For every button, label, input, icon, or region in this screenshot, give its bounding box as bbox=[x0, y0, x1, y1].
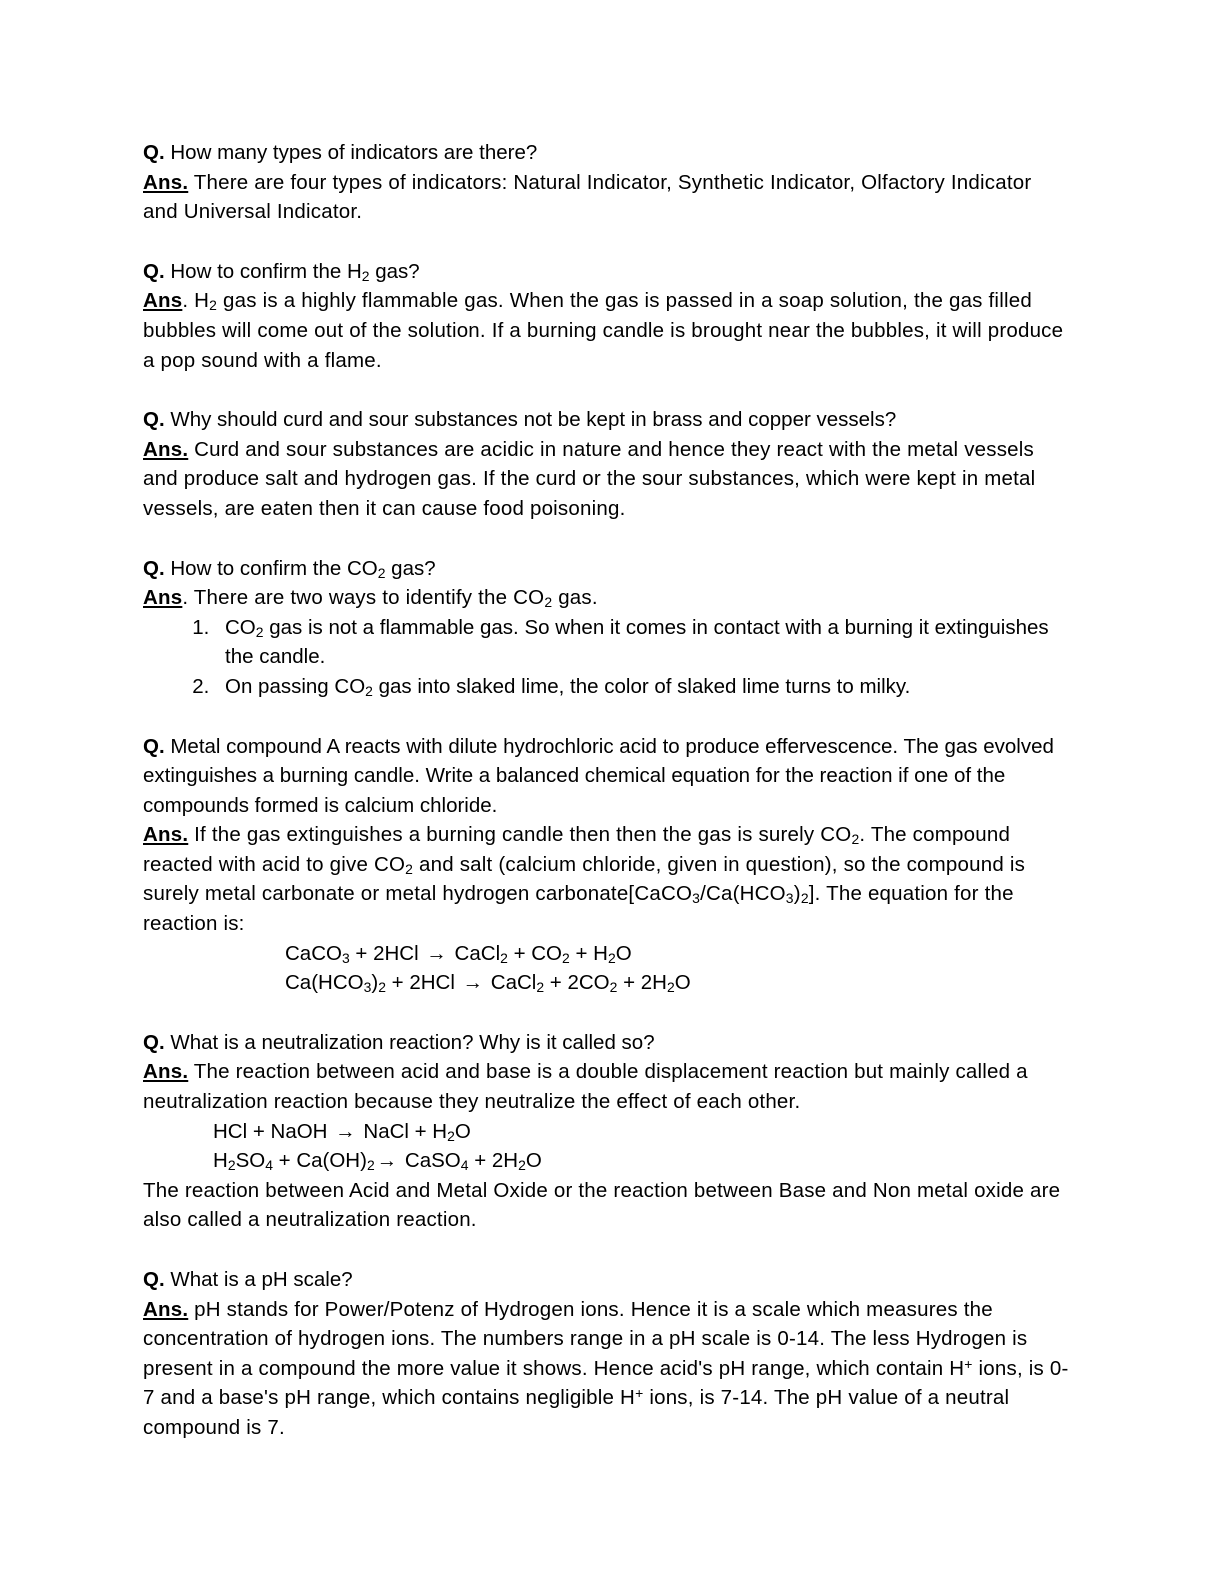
eq-subscript: 2 bbox=[500, 949, 508, 966]
answer-line bbox=[143, 820, 1071, 938]
answer-seg-5: ) bbox=[793, 882, 801, 906]
eq-token: Ca(HCO bbox=[285, 971, 364, 995]
question-line bbox=[143, 257, 1071, 287]
answer-text: There are four types of indicators: Natural Indicator, Synthetic Indicator, Olfactory Indicator and Universal Indicator. bbox=[143, 170, 1032, 224]
eq-token: + 2H bbox=[617, 971, 667, 995]
answer-seg-4: /Ca(HCO bbox=[700, 882, 786, 906]
list-item bbox=[215, 613, 1071, 672]
answer-text: The reaction between acid and base is a double displacement reaction but mainly called a neutralization reaction because they neutralize the effect of each other. bbox=[143, 1060, 1028, 1114]
eq-subscript: 4 bbox=[265, 1157, 273, 1174]
answer-line bbox=[143, 1057, 1071, 1116]
eq-token: + 2HCl bbox=[349, 941, 425, 965]
answer-text-part2: gas. bbox=[552, 586, 598, 610]
eq-subscript: 2 bbox=[227, 1157, 236, 1174]
numbered-list bbox=[143, 613, 1071, 702]
question-line bbox=[143, 138, 1071, 168]
qa-block-ph-scale bbox=[143, 1265, 1071, 1443]
question-line bbox=[143, 1028, 1071, 1058]
eq-token: O bbox=[525, 1149, 542, 1173]
answer-line bbox=[143, 286, 1071, 375]
chemical-equation bbox=[143, 968, 1071, 998]
eq-token: NaCl + H bbox=[357, 1119, 448, 1143]
eq-token: + CO bbox=[507, 941, 563, 965]
eq-subscript: 3 bbox=[363, 979, 372, 996]
list-item-post: gas is not a flammable gas. So when it comes in contact with a burning it extinguishes the candle. bbox=[225, 615, 1049, 669]
eq-token: SO bbox=[235, 1149, 266, 1173]
qa-block-confirm-co2 bbox=[143, 554, 1071, 702]
question-tag: Q. bbox=[143, 1268, 165, 1291]
list-item-pre: CO bbox=[225, 615, 256, 639]
eq-subscript: 2 bbox=[536, 979, 545, 996]
question-tag: Q. bbox=[143, 408, 165, 432]
eq-subscript: 2 bbox=[562, 949, 570, 966]
eq-token: + 2CO bbox=[544, 971, 610, 995]
answer-subscript-2: 2 bbox=[405, 860, 414, 877]
answer-tag: Ans. bbox=[143, 437, 189, 461]
answer-superscript-1: + bbox=[964, 1355, 973, 1372]
answer-line bbox=[143, 583, 1071, 613]
eq-token: ) bbox=[371, 971, 379, 995]
answer-seg-1: pH stands for Power/Potenz of Hydrogen ions. Hence it is a scale which measures the concentration of hydrogen ions. The numbers range in a pH scale is 0-14. The less Hydrogen is present in a compound the more value it shows. Hence acid's pH range, which contain H bbox=[143, 1297, 1028, 1380]
eq-subscript: 2 bbox=[609, 979, 618, 996]
qa-block-neutralization bbox=[143, 1028, 1071, 1235]
qa-block-indicators bbox=[143, 138, 1071, 227]
question-text: Metal compound A reacts with dilute hydrochloric acid to produce effervescence. The gas evolved extinguishes a burning candle. Write a balanced chemical equation for the reaction if one of the compounds formed is calcium chloride. bbox=[143, 734, 1054, 817]
question-text-part2: gas? bbox=[369, 259, 420, 283]
question-line bbox=[143, 405, 1071, 435]
chemical-equation bbox=[143, 1117, 1071, 1147]
question-subscript: 2 bbox=[377, 564, 386, 581]
list-item-post: gas into slaked lime, the color of slaked lime turns to milky. bbox=[372, 674, 911, 698]
answer-tag-period: . bbox=[182, 289, 189, 313]
eq-subscript: 2 bbox=[666, 979, 675, 996]
question-tag: Q. bbox=[143, 1030, 165, 1054]
list-item-subscript: 2 bbox=[365, 682, 373, 699]
answer-subscript: 2 bbox=[544, 594, 553, 611]
question-tag: Q. bbox=[143, 259, 165, 283]
reaction-arrow-icon: → bbox=[462, 971, 484, 995]
chemical-equation bbox=[143, 939, 1071, 969]
answer-tag: Ans. bbox=[143, 1297, 189, 1321]
reaction-arrow-icon: → bbox=[335, 1119, 356, 1143]
answer-seg-1: If the gas extinguishes a burning candle then then the gas is surely CO bbox=[194, 823, 852, 847]
eq-subscript: 2 bbox=[378, 979, 386, 996]
eq-token: + 2HCl bbox=[385, 971, 461, 995]
answer-text-part1: There are two ways to identify the CO bbox=[193, 586, 545, 610]
answer-text-part1: H bbox=[194, 289, 210, 313]
answer-text-part2: gas is a highly flammable gas. When the gas is passed in a soap solution, the gas filled bubbles will come out of the solution. If a burning candle is brought near the bubbles, it will produce a pop sound with a flame. bbox=[143, 289, 1064, 372]
question-tag: Q. bbox=[143, 734, 165, 758]
eq-subscript: 2 bbox=[447, 1127, 455, 1144]
answer-tag: Ans bbox=[143, 289, 183, 313]
answer-tag: Ans. bbox=[143, 823, 189, 847]
eq-subscript: 2 bbox=[518, 1157, 526, 1174]
equation-block bbox=[143, 1117, 1071, 1176]
eq-token: HCl + NaOH bbox=[213, 1119, 334, 1143]
question-subscript: 2 bbox=[361, 267, 370, 284]
answer-seg-2: . The compound reacted with acid to give CO bbox=[143, 823, 1011, 876]
answer-tag: Ans bbox=[143, 586, 183, 610]
eq-token: CaCl bbox=[485, 971, 537, 995]
answer-seg-3: and salt (calcium chloride, given in question), so the compound is surely metal carbonate or metal hydrogen carbonate[CaCO bbox=[143, 852, 1026, 906]
answer-tag: Ans. bbox=[143, 170, 189, 194]
list-item-pre: On passing CO bbox=[225, 674, 366, 698]
eq-token: + 2H bbox=[468, 1149, 519, 1173]
question-text: How many types of indicators are there? bbox=[170, 141, 538, 164]
question-text: What is a neutralization reaction? Why is it called so? bbox=[170, 1030, 655, 1054]
question-text-part1: How to confirm the H bbox=[170, 259, 362, 283]
chemical-equation bbox=[143, 1146, 1071, 1176]
question-line bbox=[143, 554, 1071, 584]
eq-token: O bbox=[454, 1119, 471, 1143]
question-tag: Q. bbox=[143, 141, 165, 164]
answer-line bbox=[143, 168, 1071, 227]
eq-token: CaCl bbox=[448, 941, 501, 965]
qa-block-curd-brass-copper bbox=[143, 405, 1071, 523]
answer-subscript: 2 bbox=[209, 297, 218, 314]
eq-subscript: 2 bbox=[607, 949, 616, 966]
document-content bbox=[143, 138, 1071, 1443]
question-line bbox=[143, 732, 1071, 821]
answer-subscript-4: 3 bbox=[785, 890, 794, 907]
question-tag: Q. bbox=[143, 556, 165, 580]
eq-subscript: 4 bbox=[460, 1157, 469, 1174]
answer-seg-3: ions, is 7-14. The pH value of a neutral compound is 7. bbox=[143, 1386, 1010, 1439]
eq-subscript: 3 bbox=[341, 949, 350, 966]
qa-block-metal-compound-a bbox=[143, 732, 1071, 998]
closing-text: The reaction between Acid and Metal Oxide or the reaction between Base and Non metal oxide are also called a neutralization reaction. bbox=[143, 1178, 1061, 1232]
list-item bbox=[215, 672, 1071, 702]
eq-token: CaSO bbox=[399, 1149, 461, 1173]
eq-subscript: 2 bbox=[366, 1157, 375, 1174]
list-item-subscript: 2 bbox=[255, 623, 264, 640]
question-text: Why should curd and sour substances not be kept in brass and copper vessels? bbox=[170, 408, 897, 432]
answer-superscript-2: + bbox=[635, 1385, 644, 1402]
reaction-arrow-icon: → bbox=[376, 1149, 398, 1173]
answer-tag-period: . bbox=[182, 586, 189, 610]
answer-subscript-3: 3 bbox=[692, 890, 701, 907]
answer-text: Curd and sour substances are acidic in nature and hence they react with the metal vessels and produce salt and hydrogen gas. If the curd or the sour substances, which were kept in metal vessels, are eaten then it can cause food poisoning. bbox=[143, 437, 1036, 520]
answer-line bbox=[143, 1295, 1071, 1443]
equation-block bbox=[143, 939, 1071, 998]
qa-block-confirm-h2 bbox=[143, 257, 1071, 375]
answer-seg-6: ]. The equation for the reaction is: bbox=[143, 882, 1014, 936]
eq-token: O bbox=[615, 941, 632, 965]
question-text: What is a pH scale? bbox=[170, 1268, 353, 1291]
eq-token: + H bbox=[569, 941, 608, 965]
eq-token: H bbox=[213, 1149, 228, 1173]
question-line bbox=[143, 1265, 1071, 1295]
answer-line bbox=[143, 435, 1071, 524]
answer-tag: Ans. bbox=[143, 1060, 189, 1084]
answer-subscript-1: 2 bbox=[851, 831, 860, 848]
eq-token: + Ca(OH) bbox=[272, 1149, 367, 1173]
question-text-part2: gas? bbox=[385, 556, 436, 580]
answer-subscript-5: 2 bbox=[800, 890, 809, 907]
reaction-arrow-icon: → bbox=[426, 941, 447, 965]
question-text-part1: How to confirm the CO bbox=[170, 556, 378, 580]
eq-token: CaCO bbox=[285, 941, 342, 965]
eq-token: O bbox=[674, 971, 691, 995]
answer-seg-2: ions, is 0-7 and a base's pH range, which contains negligible H bbox=[143, 1356, 1069, 1410]
